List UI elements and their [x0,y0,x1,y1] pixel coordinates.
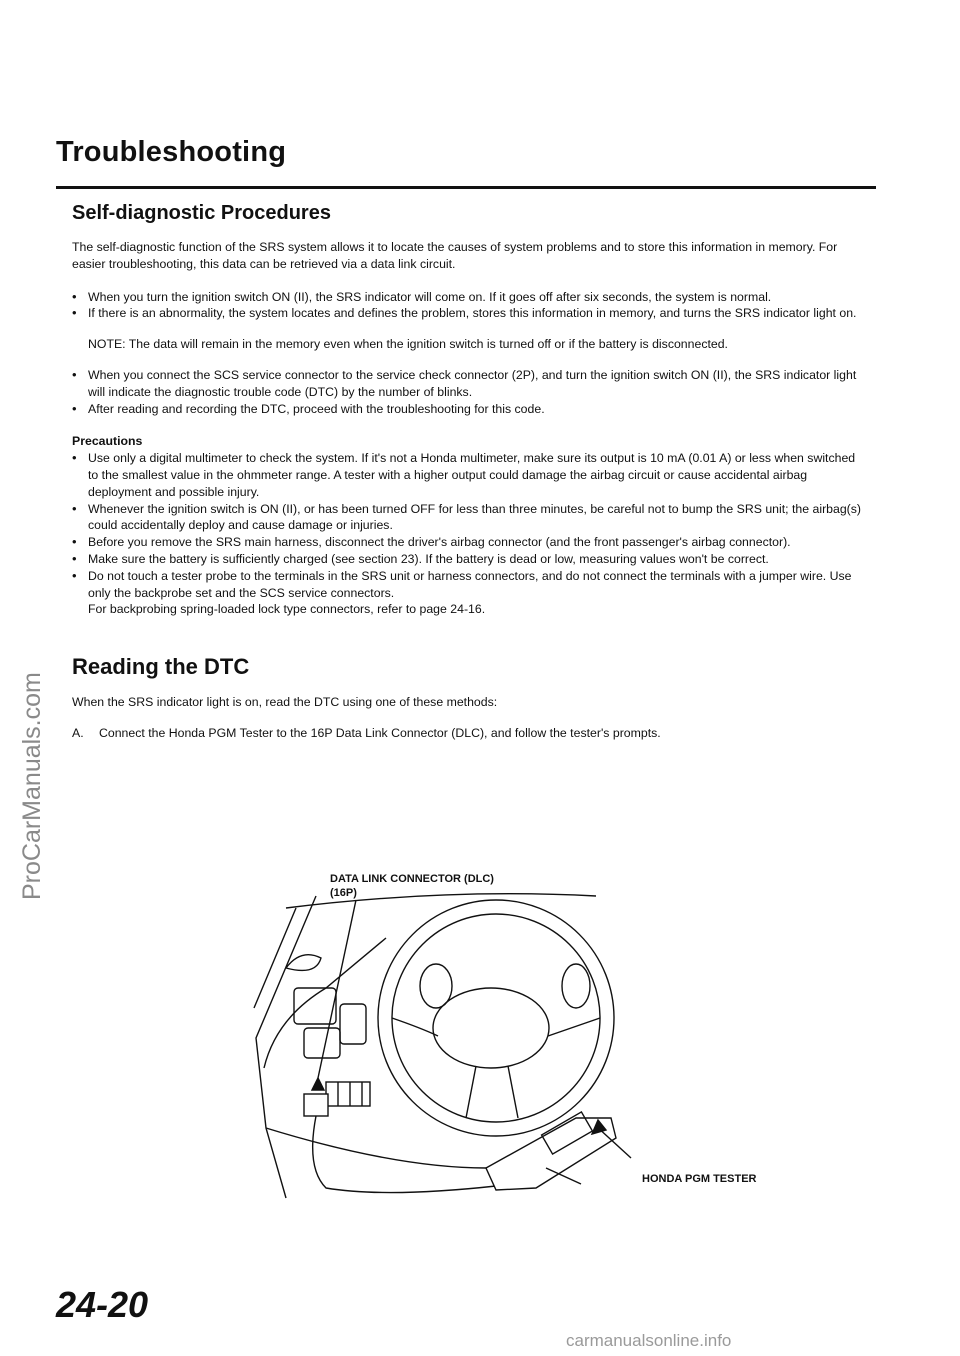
steering-wheel-inner [392,914,600,1122]
list-item: • Whenever the ignition switch is ON (II), or has been turned OFF for less than three minutes, be careful not to bump the SRS unit; the airbag(s) could accidentally deploy and cause damage or injuries. [72,501,862,535]
precaution-sub-note: For backprobing spring-loaded lock type connectors, refer to page 24-16. [88,602,486,617]
switch-panel-1 [294,988,336,1024]
vent-left [286,955,321,971]
dashboard-illustration [246,868,766,1228]
pillar-line-1 [256,896,316,1198]
page-title: Troubleshooting [56,136,287,168]
note-text: NOTE: The data will remain in the memory even when the ignition switch is turned off or if the battery is disconnected. [88,337,728,352]
switch-bank [326,1082,370,1106]
page-number: 24-20 [56,1284,149,1325]
dlc-arrow [312,1078,324,1090]
list-item: • Before you remove the SRS main harness, disconnect the driver's airbag connector (and the front passenger's airbag connector). [72,534,862,551]
steering-spoke-bottom [466,1066,518,1118]
steering-spoke-left [392,1018,438,1036]
title-divider [56,186,876,189]
switch-panel-3 [340,1004,366,1044]
hub-button-right [562,964,590,1008]
precautions-heading: Precautions [72,434,143,449]
step-label: A. [72,725,84,740]
step-text: Connect the Honda PGM Tester to the 16P Data Link Connector (DLC), and follow the tester's prompts. [99,725,661,740]
bottom-watermark: carmanualsonline.info [566,1331,732,1350]
steering-wheel-outer [378,900,614,1136]
dashboard-drawing [246,868,766,1228]
main-content [72,196,862,742]
switch-bank-dividers [338,1082,362,1106]
list-item: • If there is an abnormality, the system locates and defines the problem, stores this information in memory, and turns the SRS indicator light on. [72,305,862,322]
label-honda-pgm-tester: HONDA PGM TESTER [642,1173,757,1185]
bullet-list-a [72,289,862,323]
bullet-list-b [72,367,862,417]
list-item: • After reading and recording the DTC, proceed with the troubleshooting for this code. [72,401,862,418]
list-item: • When you connect the SCS service connector to the service check connector (2P), and turn the ignition switch ON (II), the SRS indicator light will indicate the diagnostic trouble code (DTC) by the number of blinks. [72,367,862,401]
precautions-list [72,450,862,601]
side-watermark: ProCarManuals.com [18,672,46,900]
label-16p: (16P) [330,887,357,899]
steering-hub [433,988,549,1068]
steering-spoke-right [548,1018,600,1036]
label-data-link-connector: DATA LINK CONNECTOR (DLC) [330,873,494,885]
reading-dtc-intro: When the SRS indicator light is on, read the DTC using one of these methods: [72,695,498,710]
step-a [72,725,862,742]
switch-panel-2 [304,1028,340,1058]
list-item: • Do not touch a tester probe to the terminals in the SRS unit or harness connectors, and do not connect the terminals with a jumper wire. Use only the backprobe set and the SCS service connectors. [72,568,862,602]
dlc-connector [304,1094,328,1116]
section-heading-self-diagnostic: Self-diagnostic Procedures [72,202,331,224]
self-diagnostic-intro: The self-diagnostic function of the SRS system allows it to locate the causes of system problems and to store this information in memory. For easier troubleshooting, this data can be retrieved via a data link circuit. [72,240,838,271]
hub-button-left [420,964,452,1008]
list-item: • Use only a digital multimeter to check the system. If it's not a Honda multimeter, make sure its output is 10 mA (0.01 A) or less when switched to the smallest value in the ohmmeter range. A tester with a higher output could damage the airbag circuit or cause accidental airbag deployment and possible injury. [72,450,862,500]
section-heading-reading-dtc: Reading the DTC [72,654,250,680]
list-item: • Make sure the battery is sufficiently charged (see section 23). If the battery is dead or low, measuring values won't be correct. [72,551,862,568]
list-item: • When you turn the ignition switch ON (II), the SRS indicator will come on. If it goes off after six seconds, the system is normal. [72,289,862,306]
